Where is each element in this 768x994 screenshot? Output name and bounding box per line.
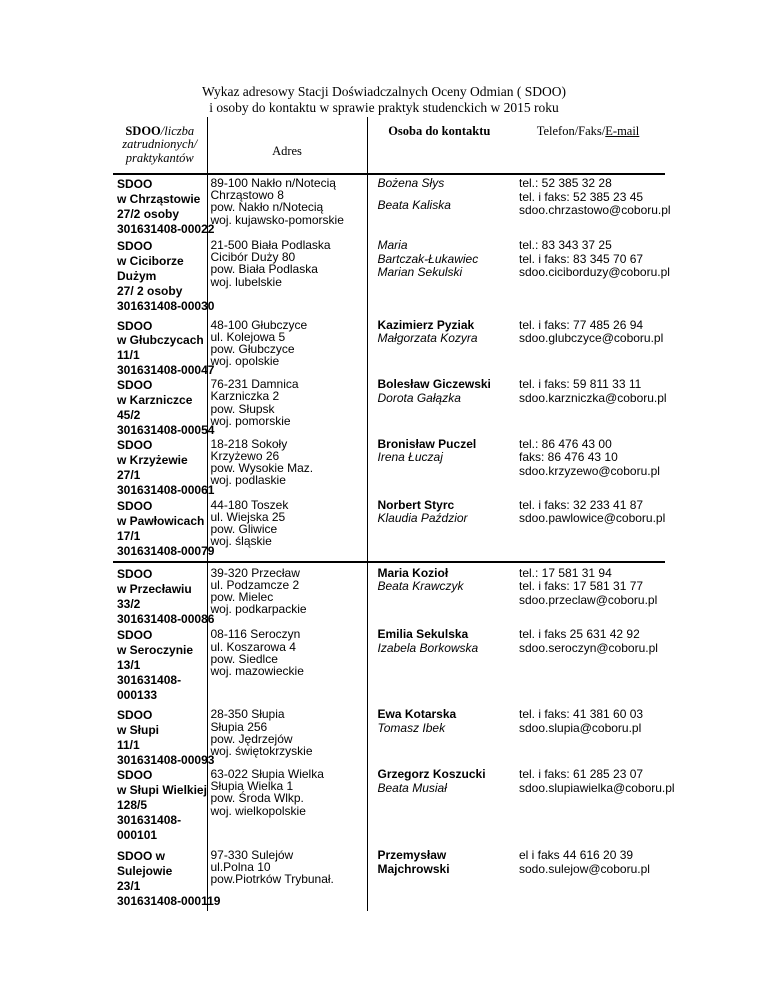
contact-name-primary: Norbert Styrc xyxy=(377,497,455,512)
header-contact: Osoba do kontaktu xyxy=(367,117,511,174)
address-line: 89-100 Nakło n/Notecią xyxy=(210,176,336,190)
address-line: ul. Kolejowa 5 xyxy=(210,329,286,344)
station-line: 11/1 xyxy=(117,348,140,363)
station-cell xyxy=(113,498,215,562)
address-line: 28-350 Słupia xyxy=(210,707,285,722)
station-line: 000101 xyxy=(117,827,158,842)
address-line: woj. opolskie xyxy=(210,354,280,369)
phone-line: tel. i faks: 52 385 23 45 xyxy=(519,189,644,204)
phone-cell xyxy=(511,499,665,562)
contact-name: Beata Kaliska xyxy=(377,197,451,212)
email-text: sdoo.ciciborduzy@coboru.pl xyxy=(519,265,670,280)
address-line: Krzyżewo 26 xyxy=(210,448,280,463)
table-row xyxy=(113,626,665,704)
phone-line: tel. i faks: 32 233 41 87 xyxy=(519,497,644,512)
station-line: SDOO xyxy=(117,768,153,783)
address-line: pow. Mielec xyxy=(210,590,274,605)
station-line: 301631408-00030 xyxy=(117,298,215,313)
address-line: woj. śląskie xyxy=(210,534,272,549)
contact-name-primary: Bronisław Puczel xyxy=(377,436,477,451)
email-text: sdoo.karzniczka@coboru.pl xyxy=(519,390,667,405)
station-line: 301631408-00061 xyxy=(117,482,215,497)
address-line: Cicibór Duży 80 xyxy=(210,250,296,265)
contact-name-primary: Bolesław Giczewski xyxy=(377,377,491,392)
email-text: sdoo.slupiawielka@coboru.pl xyxy=(519,780,675,795)
contact-cell xyxy=(367,704,511,768)
address-line: woj. wielkopolskie xyxy=(210,803,306,818)
address-line: Słupia Wielka 1 xyxy=(210,779,294,794)
phone-line: tel. i faks: 41 381 60 03 xyxy=(519,707,644,722)
station-cell xyxy=(113,626,207,704)
station-line: w Ciciborze xyxy=(117,253,184,268)
address-line: Chrząstowo 8 xyxy=(210,188,284,203)
station-line: w Słupi xyxy=(117,723,159,738)
contact-cell xyxy=(367,378,511,438)
address-line: ul. Koszarowa 4 xyxy=(210,639,296,654)
phone-line: tel.: 52 385 32 28 xyxy=(519,176,612,190)
contact-name: Dorota Gałązka xyxy=(377,390,461,405)
station-line: 301631408-00086 xyxy=(117,611,215,626)
station-line: w Chrząstowie xyxy=(117,191,201,206)
phone-cell xyxy=(511,704,665,768)
address-cell xyxy=(207,438,367,499)
station-line: 301631408-00022 xyxy=(117,221,215,236)
table-row xyxy=(113,704,665,768)
header-station: SDOO/liczba zatrudnionych/ praktykantów xyxy=(113,117,207,174)
station-cell xyxy=(113,768,207,847)
contact-name: Maria xyxy=(377,238,408,252)
contact-name: Beata Krawczyk xyxy=(377,579,464,594)
contact-name: Bożena Słys xyxy=(377,176,445,190)
station-line: 27/ 2 osoby xyxy=(117,283,183,298)
contact-name: Marian Sekulski xyxy=(377,265,463,280)
address-cell xyxy=(207,378,367,438)
address-line: woj. podkarpackie xyxy=(210,602,307,617)
email-text: sdoo.krzyzewo@coboru.pl xyxy=(519,463,660,478)
contact-name-primary: Majchrowski xyxy=(377,861,450,876)
address-line: pow. Gliwice xyxy=(210,522,278,537)
contact-name: Klaudia Paździor xyxy=(377,511,468,526)
station-line: 128/5 xyxy=(117,797,148,812)
address-line: pow. Nakło n/Notecią xyxy=(210,200,324,215)
phone-line: tel.: 86 476 43 00 xyxy=(519,436,612,451)
email-text: sdoo.przeclaw@coboru.pl xyxy=(519,592,658,607)
phone-line: el i faks 44 616 20 39 xyxy=(519,848,634,863)
contact-name-primary: Ewa Kotarska xyxy=(377,707,457,722)
contact-cell xyxy=(367,239,511,314)
address-line: woj. pomorskie xyxy=(210,413,291,428)
station-line: 11/1 xyxy=(117,738,140,753)
station-cell xyxy=(113,847,221,911)
address-line: pow. Słupsk xyxy=(210,401,275,416)
station-line: w Krzyżewie xyxy=(117,452,188,467)
phone-cell xyxy=(511,626,665,704)
address-line: woj. świętokrzyskie xyxy=(210,744,313,759)
phone-cell xyxy=(511,767,675,847)
station-line: SDOO xyxy=(117,628,153,643)
station-line: Sulejowie xyxy=(117,863,173,878)
station-line: 45/2 xyxy=(117,407,141,422)
table-row xyxy=(113,499,665,562)
address-line: woj. lubelskie xyxy=(210,274,282,289)
contact-name: Irena Łuczaj xyxy=(377,450,443,465)
address-cell xyxy=(207,768,367,847)
station-line: SDOO xyxy=(117,566,153,581)
phone-line: tel.: 83 343 37 25 xyxy=(519,238,612,252)
phone-cell xyxy=(511,847,665,911)
address-cell xyxy=(207,847,367,911)
address-cell xyxy=(207,314,367,379)
table-row xyxy=(113,239,665,314)
station-line: 301631408-00047 xyxy=(117,363,215,378)
address-line: woj. kujawsko-pomorskie xyxy=(210,212,344,227)
address-line: pow. Środa Wlkp. xyxy=(210,791,304,806)
contact-name: Izabela Borkowska xyxy=(377,641,479,655)
station-line: 301631408- xyxy=(117,812,182,827)
phone-cell xyxy=(511,174,671,239)
address-cell xyxy=(207,626,367,704)
table-row xyxy=(113,314,665,379)
station-line: 13/1 xyxy=(117,658,141,673)
station-line: 23/1 xyxy=(117,878,141,893)
station-line: 33/2 xyxy=(117,596,141,611)
email-text: sdoo.pawlowice@coboru.pl xyxy=(519,511,666,526)
address-line: 44-180 Toszek xyxy=(210,497,289,512)
table-body xyxy=(113,174,675,911)
contact-cell xyxy=(367,562,511,627)
phone-cell xyxy=(511,562,665,627)
phone-line: tel. i faks: 83 345 70 67 xyxy=(519,251,644,266)
email-text: sdoo.chrzastowo@coboru.pl xyxy=(519,203,671,218)
contact-cell xyxy=(367,499,511,562)
contact-name-primary: Przemysław xyxy=(377,848,447,863)
address-line: 63-022 Słupia Wielka xyxy=(210,767,324,782)
email-text: sdoo.slupia@coboru.pl xyxy=(519,721,642,735)
phone-cell xyxy=(511,314,665,379)
address-line: ul.Polna 10 xyxy=(210,860,271,875)
contact-name: Małgorzata Kozyra xyxy=(377,331,478,346)
phone-cell xyxy=(511,438,665,499)
station-line: SDOO xyxy=(117,378,153,393)
table-row xyxy=(113,847,665,911)
station-line: w Przecławiu xyxy=(117,581,192,596)
address-line: ul. Podzamcze 2 xyxy=(210,577,300,592)
station-line: SDOO w xyxy=(117,849,166,864)
address-line: 39-320 Przecław xyxy=(210,565,300,580)
station-line: SDOO xyxy=(117,318,153,333)
address-line: 48-100 Głubczyce xyxy=(210,317,308,332)
address-line: pow. Jędrzejów xyxy=(210,731,293,746)
address-line: 08-116 Seroczyn xyxy=(210,627,301,642)
phone-cell xyxy=(511,238,670,314)
station-line: w Karzniczce xyxy=(117,393,193,408)
contact-cell xyxy=(367,847,511,911)
contact-cell xyxy=(367,768,511,847)
station-cell xyxy=(113,314,215,379)
station-line: 301631408-00079 xyxy=(117,543,215,558)
phone-line: tel.: 17 581 31 94 xyxy=(519,565,612,580)
header-phone: Telefon/Faks/E-mail xyxy=(511,117,665,174)
contact-name-primary: Emilia Sekulska xyxy=(377,627,469,642)
address-line: ul. Wiejska 25 xyxy=(210,509,286,524)
address-line: pow. Siedlce xyxy=(210,651,278,666)
phone-line: tel. i faks: 59 811 33 11 xyxy=(519,377,642,392)
address-line: 21-500 Biała Podlaska xyxy=(210,238,331,252)
address-line: pow. Wysokie Maz. xyxy=(210,461,314,476)
address-line: 97-330 Sulejów xyxy=(210,848,294,863)
station-line: 301631408-00054 xyxy=(117,422,215,437)
contact-name-primary: Maria Kozioł xyxy=(377,565,449,580)
table-row xyxy=(113,768,665,847)
address-line: 18-218 Sokoły xyxy=(210,436,288,451)
address-line: pow.Piotrków Trybunał. xyxy=(210,872,334,887)
header-address: Adres xyxy=(207,117,367,174)
address-line: pow. Głubczyce xyxy=(210,341,295,356)
address-line: woj. podlaskie xyxy=(210,473,286,488)
address-cell xyxy=(207,704,367,768)
station-line: 27/2 osoby xyxy=(117,206,180,221)
table-header-row xyxy=(113,117,665,174)
phone-line: tel. i faks: 61 285 23 07 xyxy=(519,767,644,782)
address-cell xyxy=(207,562,367,627)
station-line: 27/1 xyxy=(117,467,141,482)
contact-cell xyxy=(367,626,511,704)
phone-line: tel. i faks 25 631 42 92 xyxy=(519,627,640,642)
email-text: sdoo.glubczyce@coboru.pl xyxy=(519,331,664,346)
station-cell xyxy=(113,704,215,768)
phone-cell xyxy=(511,378,665,438)
station-line: Dużym xyxy=(117,268,157,283)
station-line: 301631408-00093 xyxy=(117,753,215,768)
table-row xyxy=(113,378,665,438)
station-line: w Słupi Wielkiej xyxy=(117,782,207,797)
station-line: w Seroczynie xyxy=(117,643,194,658)
station-line: 17/1 xyxy=(117,528,141,543)
address-line: 76-231 Damnica xyxy=(210,377,299,392)
email-text: sdoo.seroczyn@coboru.pl xyxy=(519,641,658,655)
contact-name: Beata Musiał xyxy=(377,780,447,795)
station-cell xyxy=(113,174,215,239)
station-line: 301631408- xyxy=(117,673,182,688)
table-row xyxy=(113,438,665,499)
address-cell xyxy=(207,499,367,562)
contact-name: Bartczak-Łukawiec xyxy=(377,251,479,266)
contact-name-primary: Grzegorz Koszucki xyxy=(377,767,486,782)
address-line: Słupia 256 xyxy=(210,719,268,734)
contact-cell xyxy=(367,174,511,239)
station-line: 000133 xyxy=(117,688,158,703)
station-line: SDOO xyxy=(117,708,153,723)
station-cell xyxy=(113,239,215,314)
station-line: SDOO xyxy=(117,239,153,253)
station-cell xyxy=(113,562,215,627)
address-line: woj. mazowieckie xyxy=(210,664,304,679)
contact-name-primary: Kazimierz Pyziak xyxy=(377,317,475,332)
contact-cell xyxy=(367,314,511,379)
station-line: w Pawłowicach xyxy=(117,513,205,528)
table-row xyxy=(113,562,665,627)
station-line: SDOO xyxy=(117,437,153,452)
address-line: Karzniczka 2 xyxy=(210,389,280,404)
station-line: SDOO xyxy=(117,177,153,191)
address-line: pow. Biała Podlaska xyxy=(210,262,318,277)
table-row xyxy=(113,174,665,239)
phone-line: faks: 86 476 43 10 xyxy=(519,450,618,465)
document-title-line-1: Wykaz adresowy Stacji Doświadczalnych Oceny Odmian ( SDOO) xyxy=(202,84,566,99)
address-cell xyxy=(207,174,367,239)
address-cell xyxy=(207,239,367,314)
station-line: SDOO xyxy=(117,498,153,513)
document-title-line-2: i osoby do kontaktu w sprawie praktyk studenckich w 2015 roku xyxy=(209,100,559,115)
stations-table xyxy=(113,117,675,911)
phone-line: tel. i faks: 77 485 26 94 xyxy=(519,317,644,332)
contact-cell xyxy=(367,438,511,499)
station-cell xyxy=(113,437,215,499)
station-line: w Głubczycach xyxy=(117,333,204,348)
phone-line: tel. i faks: 17 581 31 77 xyxy=(519,579,644,594)
email-text: sodo.sulejow@coboru.pl xyxy=(519,861,650,876)
contact-name: Tomasz Ibek xyxy=(377,721,446,735)
station-line: 301631408-000119 xyxy=(117,893,221,908)
station-cell xyxy=(113,378,215,438)
